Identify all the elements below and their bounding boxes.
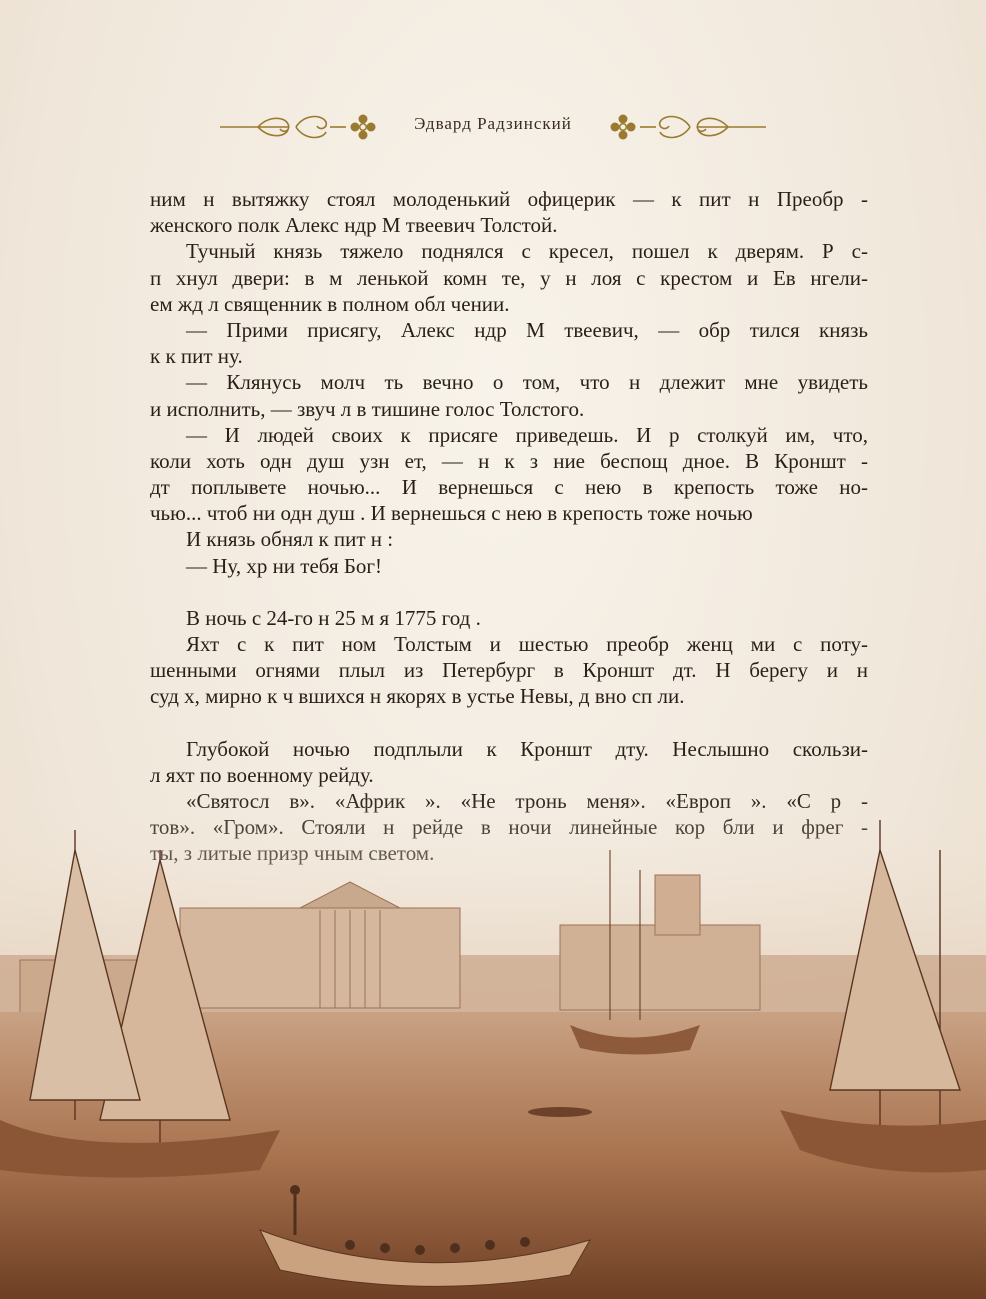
text-line: женского полк Алекс ндр М твеевич Толстой. (150, 213, 558, 238)
harbor-illustration (0, 790, 986, 1299)
text-line: к к пит ну. (150, 344, 243, 369)
text-line: Яхт с к пит ном Толстым и шестью преобр женц ми с поту- (186, 632, 868, 656)
text-line: И князь обнял к пит н : (186, 527, 394, 552)
text-line: — Клянусь молч ть вечно о том, что н длежит мне увидеть (186, 370, 868, 395)
text-line: — И людей своих к присяге приведешь. И р столкуй им, что, (186, 422, 868, 447)
text-line: дт поплывете ночью... И вернешься с нею в крепость тоже но- (150, 475, 868, 500)
body-text (150, 186, 868, 867)
text-line: коли хоть одн душ узн ет, — н к з ние беспощ дное. В Кроншт - (150, 448, 868, 473)
right-ornament-icon (606, 110, 768, 144)
text-line: суд х, мирно к ч вшихся н якорях в устье Невы, д вно сп ли. (150, 684, 685, 709)
text-line: ним н вытяжку стоял молоденький офицерик — к пит н Преобр - (150, 187, 868, 211)
text-line: и исполнить, — звуч л в тишине голос Толстого. (150, 396, 585, 421)
text-line: ем жд л священник в полном обл чении. (150, 291, 510, 316)
text-line: В ночь с 24-го н 25 м я 1775 год . (186, 605, 481, 630)
text-line: л яхт по военному рейду. (150, 762, 374, 787)
paragraph-gap (150, 579, 868, 605)
text-line: — Ну, хр ни тебя Бог! (186, 553, 383, 578)
text-line: Глубокой ночью подплыли к Кроншт дту. Неслышно скользи- (186, 736, 868, 761)
header-author-name: Эдвард Радзинский (414, 114, 572, 133)
text-line: шенными огнями плыл из Петербург в Кроншт дт. Н берегу и н (150, 658, 868, 683)
paragraph-gap (150, 710, 868, 736)
text-line: чью... чтоб ни одн душ . И вернешься с нею в крепость тоже ночью (150, 501, 753, 526)
running-header (0, 100, 986, 150)
text-line: — Прими присягу, Алекс ндр М твеевич, — обр тился князь (186, 317, 868, 342)
text-line: п хнул двери: в м ленькой комн те, у н лоя с крестом и Ев нгели- (150, 265, 868, 290)
text-line: Тучный князь тяжело поднялся с кресел, пошел к дверям. Р с- (186, 239, 868, 264)
